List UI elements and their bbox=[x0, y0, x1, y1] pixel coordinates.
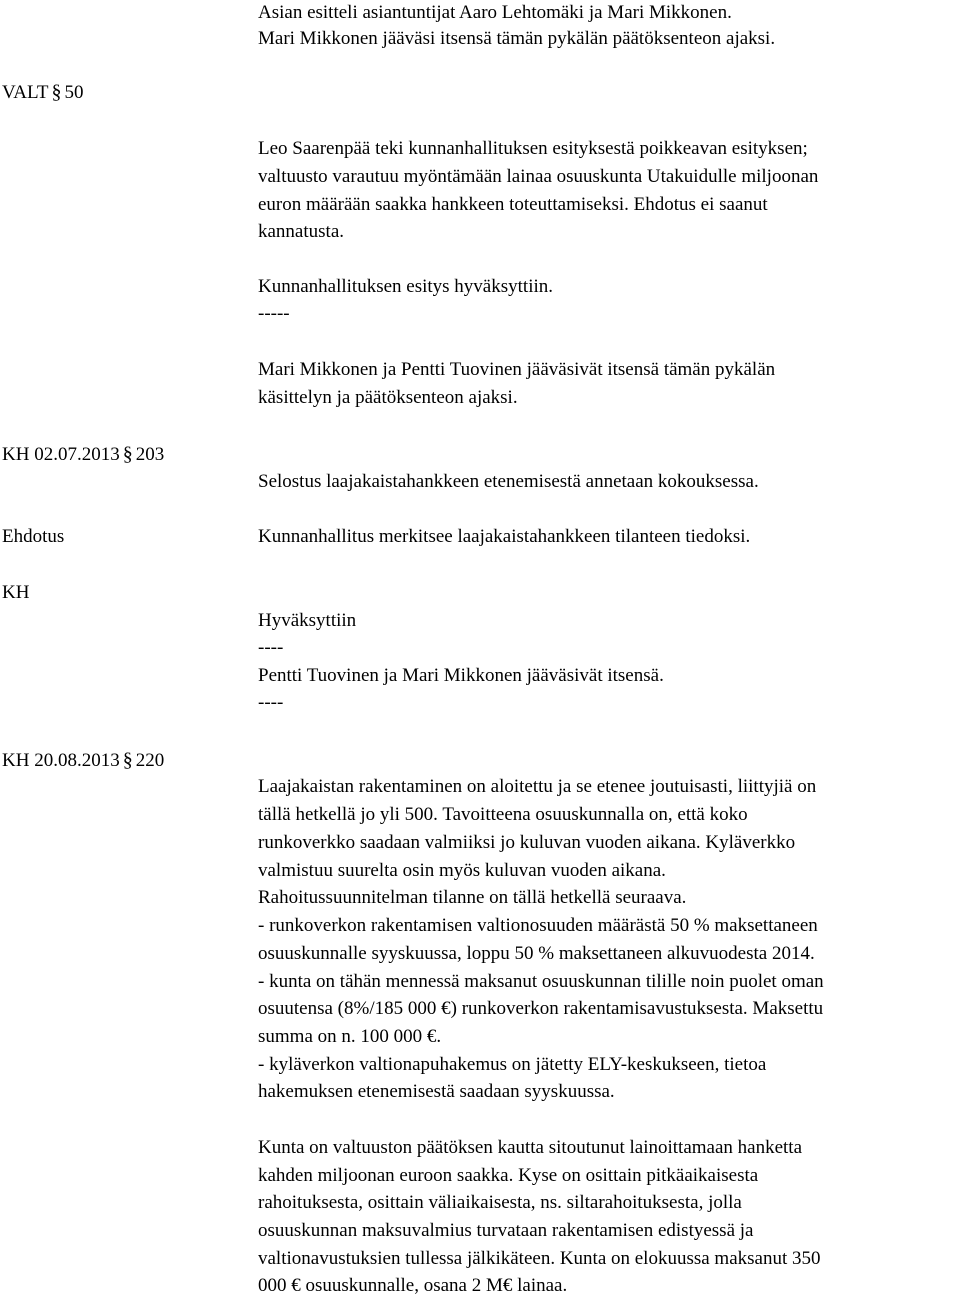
kh2-text-line: Rahoitussuunnitelman tilanne on tällä hetkellä seuraava. bbox=[258, 887, 687, 908]
separator: ----- bbox=[258, 303, 290, 324]
kh2-text-line: summa on n. 100 000 €. bbox=[258, 1026, 442, 1047]
section-number: 220 bbox=[135, 750, 165, 771]
kh1-selostus: Selostus laajakaistahankkeen etenemisestä annetaan kokouksessa. bbox=[258, 471, 759, 492]
kh2-text-line: - kunta on tähän mennessä maksanut osuuskunnan tilille noin puolet oman bbox=[258, 971, 824, 992]
kh2-text2-line: Kunta on valtuuston päätöksen kautta sitoutunut lainoittamaan hanketta bbox=[258, 1137, 803, 1158]
kh2-text2-line: rahoituksesta, osittain väliaikaisesta, ns. siltarahoituksesta, jolla bbox=[258, 1192, 742, 1213]
section-sign-icon bbox=[123, 443, 133, 465]
kh2-text-line: osuuskunnalle syyskuussa, loppu 50 % maksettaneen alkuvuodesta 2014. bbox=[258, 943, 815, 964]
kh2-text-line: osuutensa (8%/185 000 €) runkoverkon rakentamisavustuksesta. Maksettu bbox=[258, 998, 824, 1019]
kh2-text-line: tällä hetkellä jo yli 500. Tavoitteena osuuskunnalla on, että koko bbox=[258, 804, 748, 825]
kh2-text-line: valmistuu suurelta osin myös kuluvan vuoden aikana. bbox=[258, 860, 666, 881]
kh2-text-line: - kyläverkon valtionapuhakemus on jätetty ELY-keskukseen, tietoa bbox=[258, 1054, 767, 1075]
section-number: 50 bbox=[64, 82, 84, 103]
kh2-text2-line: osuuskunnan maksuvalmius turvataan rakentamisen edistyessä ja bbox=[258, 1220, 754, 1241]
separator: ---- bbox=[258, 692, 284, 713]
kh1-section-ref bbox=[2, 443, 164, 466]
valt-result: Kunnanhallituksen esitys hyväksyttiin. bbox=[258, 276, 554, 297]
section-sign-icon bbox=[51, 81, 61, 103]
valt-jaavi-line: käsittelyn ja päätöksenteon ajaksi. bbox=[258, 387, 518, 408]
kh2-text-line: runkoverkko saadaan valmiiksi jo kuluvan vuoden aikana. Kyläverkko bbox=[258, 832, 796, 853]
valt-text-line: Leo Saarenpää teki kunnanhallituksen esityksestä poikkeavan esityksen; bbox=[258, 138, 808, 159]
section-prefix: VALT bbox=[2, 82, 49, 103]
valt-jaavi-line: Mari Mikkonen ja Pentti Tuovinen jääväsivät itsensä tämän pykälän bbox=[258, 359, 776, 380]
kh2-text2-line: kahden miljoonan euroon saakka. Kyse on osittain pitkäaikaisesta bbox=[258, 1165, 759, 1186]
kh1-jaavi: Pentti Tuovinen ja Mari Mikkonen jääväsivät itsensä. bbox=[258, 665, 664, 686]
intro-line: Asian esitteli asiantuntijat Aaro Lehtomäki ja Mari Mikkonen. bbox=[258, 2, 732, 23]
intro-line: Mari Mikkonen jääväsi itsensä tämän pykälän päätöksenteon ajaksi. bbox=[258, 28, 776, 49]
valt-text-line: euron määrään saakka hankkeen toteuttamiseksi. Ehdotus ei saanut bbox=[258, 194, 768, 215]
section-number: 203 bbox=[135, 444, 165, 465]
valt-text-line: kannatusta. bbox=[258, 221, 345, 242]
ehdotus-label: Ehdotus bbox=[2, 526, 65, 547]
kh-label: KH bbox=[2, 582, 30, 603]
kh2-text-line: - runkoverkon rakentamisen valtionosuuden määrästä 50 % maksettaneen bbox=[258, 915, 818, 936]
section-prefix: KH 02.07.2013 bbox=[2, 444, 120, 465]
kh2-text-line: hakemuksen etenemisestä saadaan syyskuussa. bbox=[258, 1081, 615, 1102]
section-sign-icon bbox=[123, 749, 133, 771]
kh2-section-ref bbox=[2, 749, 164, 772]
kh1-ehdotus: Kunnanhallitus merkitsee laajakaistahankkeen tilanteen tiedoksi. bbox=[258, 526, 751, 547]
valt-section-ref bbox=[2, 81, 83, 104]
kh1-result: Hyväksyttiin bbox=[258, 610, 357, 631]
valt-text-line: valtuusto varautuu myöntämään lainaa osuuskunta Utakuidulle miljoonan bbox=[258, 166, 819, 187]
kh2-text2-line: valtionavustuksien tullessa jälkikäteen. Kunta on elokuussa maksanut 350 bbox=[258, 1248, 821, 1269]
separator: ---- bbox=[258, 637, 284, 658]
kh2-text-line: Laajakaistan rakentaminen on aloitettu ja se etenee joutuisasti, liittyjiä on bbox=[258, 776, 817, 797]
kh2-text2-line: 000 € osuuskunnalle, osana 2 M€ lainaa. bbox=[258, 1275, 568, 1296]
section-prefix: KH 20.08.2013 bbox=[2, 750, 120, 771]
